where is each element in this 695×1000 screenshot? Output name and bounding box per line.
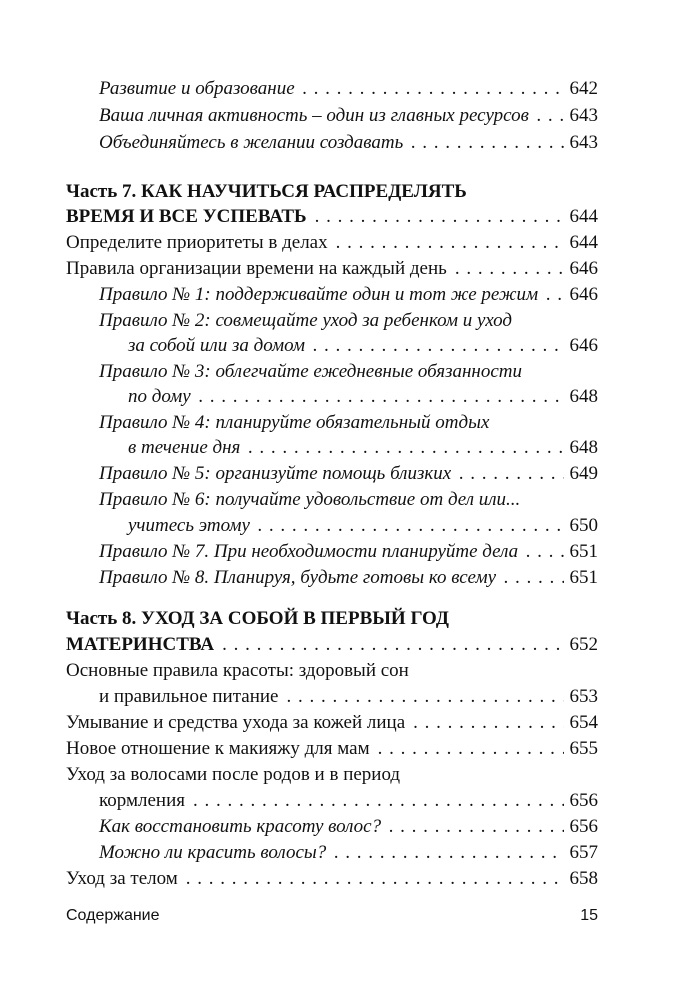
toc-entry-title: Уход за телом: [66, 868, 178, 889]
leader-dots: [199, 385, 564, 409]
toc-entry-page: 653: [569, 686, 598, 707]
leader-dots: [315, 205, 564, 229]
toc-entry-page: 643: [569, 132, 598, 153]
toc-entry-title: Правила организации времени на каждый день: [66, 258, 447, 279]
toc-entry-page: 652: [569, 634, 598, 655]
toc-entry-title: по дому: [128, 386, 191, 407]
toc-entry-title: Ваша личная активность – один из главных ресурсов: [99, 105, 529, 126]
toc-entry-title: кормления: [99, 790, 185, 811]
leader-dots: [378, 737, 564, 761]
toc-entry: [128, 334, 598, 358]
toc-entry: [99, 841, 598, 865]
toc-entry: [99, 104, 598, 128]
leader-dots: [336, 231, 564, 255]
leader-dots: [411, 131, 563, 155]
toc-entry-page: 644: [569, 232, 598, 253]
toc-entry-title: Можно ли красить волосы?: [99, 842, 327, 863]
toc-entry-title-line: Уход за волосами после родов и в период: [66, 764, 401, 785]
toc-entry: [66, 633, 598, 657]
leader-dots: [334, 841, 563, 865]
leader-dots: [222, 633, 563, 657]
toc-entry-page: 654: [569, 712, 598, 733]
toc-entry: [99, 77, 598, 101]
toc-entry-title: ВРЕМЯ И ВСЕ УСПЕВАТЬ: [66, 206, 307, 227]
toc-entry-title: Правило № 8. Планируя, будьте готовы ко всему: [99, 567, 496, 588]
toc-entry-page: 646: [569, 284, 598, 305]
leader-dots: [537, 104, 564, 128]
toc-entry-page: 658: [569, 868, 598, 889]
toc-entry: [99, 566, 598, 590]
toc-entry-page: 656: [569, 816, 598, 837]
toc-entry-page: 649: [569, 463, 598, 484]
part-heading: Часть 8. УХОД ЗА СОБОЙ В ПЕРВЫЙ ГОД: [66, 608, 449, 629]
toc-entry-title: Правило № 1: поддерживайте один и тот же режим: [99, 284, 539, 305]
toc-entry-title: учитесь этому: [128, 515, 250, 536]
toc-entry: [66, 737, 598, 761]
leader-dots: [459, 462, 563, 486]
toc-entry-page: 648: [569, 437, 598, 458]
page-number: 15: [580, 907, 598, 924]
toc-entry-title: Правило № 7. При необходимости планируйте дела: [99, 541, 519, 562]
toc-entry-page: 657: [569, 842, 598, 863]
toc-entry: [128, 514, 598, 538]
leader-dots: [303, 77, 564, 101]
toc-entry: [99, 815, 598, 839]
leader-dots: [526, 540, 563, 564]
leader-dots: [248, 436, 563, 460]
toc-entry-title-line: Правило № 4: планируйте обязательный отдых: [99, 412, 490, 433]
toc-entry-title-line: Правило № 6: получайте удовольствие от дел или...: [99, 489, 521, 510]
toc-entry-page: 646: [569, 335, 598, 356]
leader-dots: [546, 283, 563, 307]
toc-entry-title: Развитие и образование: [99, 78, 295, 99]
toc-entry-title: за собой или за домом: [128, 335, 306, 356]
toc-entry-title-line: Правило № 2: совмещайте уход за ребенком и уход: [99, 310, 513, 331]
leader-dots: [286, 685, 563, 709]
toc-entry: [99, 789, 598, 813]
toc-entry: [66, 711, 598, 735]
toc-entry-page: 646: [569, 258, 598, 279]
toc-entry-page: 643: [569, 105, 598, 126]
toc-entry: [66, 867, 598, 891]
toc-entry-title-line: Основные правила красоты: здоровый сон: [66, 660, 409, 681]
leader-dots: [193, 789, 564, 813]
toc-entry-title: Правило № 5: организуйте помощь близких: [99, 463, 452, 484]
toc-entry-title: Новое отношение к макияжу для мам: [66, 738, 370, 759]
running-footer-section: Содержание: [66, 907, 160, 924]
toc-entry: [66, 257, 598, 281]
toc-entry-page: 644: [569, 206, 598, 227]
toc-entry-page: 642: [569, 78, 598, 99]
toc-entry-page: 650: [569, 515, 598, 536]
toc-entry-title: и правильное питание: [99, 686, 279, 707]
leader-dots: [455, 257, 564, 281]
toc-entry-page: 656: [569, 790, 598, 811]
toc-entry: [99, 131, 598, 155]
toc-entry: [99, 540, 598, 564]
toc-entry-title: Умывание и средства ухода за кожей лица: [66, 712, 406, 733]
toc-entry: [99, 462, 598, 486]
toc-entry-page: 648: [569, 386, 598, 407]
toc-entry: [66, 231, 598, 255]
toc-entry: [99, 685, 598, 709]
toc-entry: [66, 205, 598, 229]
toc-entry-title: Объединяйтесь в желании создавать: [99, 132, 404, 153]
leader-dots: [186, 867, 564, 891]
toc-entry-title: МАТЕРИНСТВА: [66, 634, 215, 655]
part-heading: Часть 7. КАК НАУЧИТЬСЯ РАСПРЕДЕЛЯТЬ: [66, 181, 467, 202]
toc-entry-title: Определите приоритеты в делах: [66, 232, 328, 253]
leader-dots: [504, 566, 564, 590]
leader-dots: [389, 815, 563, 839]
leader-dots: [313, 334, 563, 358]
toc-entry-title-line: Правило № 3: облегчайте ежедневные обязанности: [99, 361, 523, 382]
toc-entry-title: Как восстановить красоту волос?: [99, 816, 382, 837]
toc-entry: [128, 385, 598, 409]
toc-entry-title: в течение дня: [128, 437, 241, 458]
leader-dots: [258, 514, 564, 538]
toc-entry: [99, 283, 598, 307]
toc-entry-page: 651: [569, 541, 598, 562]
toc-entry-page: 651: [569, 567, 598, 588]
leader-dots: [413, 711, 563, 735]
toc-entry-page: 655: [569, 738, 598, 759]
toc-entry: [128, 436, 598, 460]
